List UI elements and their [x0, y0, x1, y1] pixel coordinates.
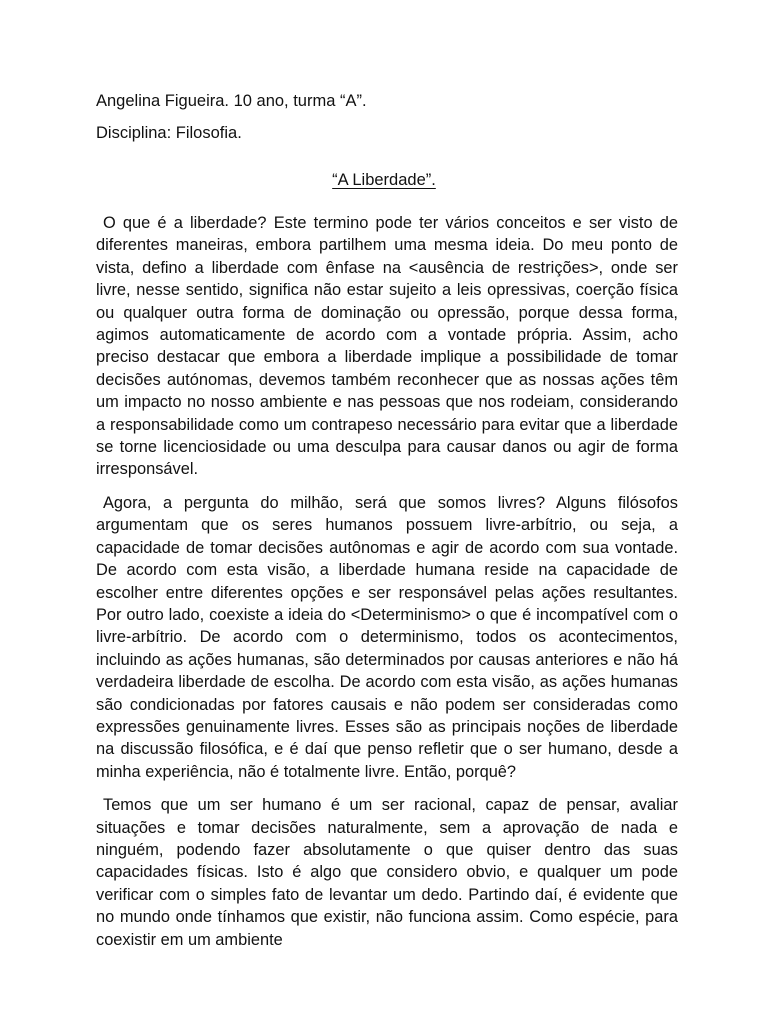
essay-body	[96, 212, 678, 962]
essay-title-text: “A Liberdade”.	[332, 171, 436, 189]
essay-title	[0, 170, 768, 190]
paragraph-3: Temos que um ser humano é um ser racional, capaz de pensar, avaliar situações e tomar decisões naturalmente, sem a aprovação de nada e ninguém, podendo fazer absolutamente o que quiser dentro das suas capacidades físicas. Isto é algo que considero obvio, e qualquer um pode verificar com o simples fato de levantar um dedo. Partindo daí, é evidente que no mundo onde tínhamos que existir, não funciona assim. Como espécie, para coexistir em um ambiente	[96, 796, 678, 949]
discipline-line: Disciplina: Filosofia.	[96, 124, 242, 142]
paragraph-2: Agora, a pergunta do milhão, será que somos livres? Alguns filósofos argumentam que os seres humanos possuem livre-arbítrio, ou seja, a capacidade de tomar decisões autônomas e agir de acordo com sua vontade. De acordo com esta visão, a liberdade humana reside na capacidade de escolher entre diferentes opções e ser responsável pelas ações resultantes. Por outro lado, coexiste a ideia do <Determinismo> o que é incompatível com o livre-arbítrio. De acordo com o determinismo, todos os acontecimentos, incluindo as ações humanas, são determinados por causas anteriores e não há verdadeira liberdade de escolha. De acordo com esta visão, as ações humanas são condicionadas por fatores causais e não podem ser consideradas como expressões genuinamente livres. Esses são as principais noções de liberdade na discussão filosófica, e é daí que penso refletir que o ser humano, desde a minha experiência, não é totalmente livre. Então, porquê?	[96, 493, 678, 781]
paragraph-1: O que é a liberdade? Este termino pode ter vários conceitos e ser visto de diferentes maneiras, embora partilhem uma mesma ideia. Do meu ponto de vista, defino a liberdade com ênfase na <ausência de restrições>, onde ser livre, nesse sentido, significa não estar sujeito a leis opressivas, coerção física ou qualquer outra forma de dominação ou opressão, porque dessa forma, agimos automaticamente de acordo com a vontade própria. Assim, acho preciso destacar que embora a liberdade implique a possibilidade de tomar decisões autónomas, devemos também reconhecer que as nossas ações têm um impacto no nosso ambiente e nas pessoas que nos rodeiam, considerando a responsabilidade como um contrapeso necessário para evitar que a liberdade se torne licenciosidade ou uma desculpa para causar danos ou agir de forma irresponsável.	[96, 214, 678, 479]
author-line: Angelina Figueira. 10 ano, turma “A”.	[96, 92, 367, 110]
